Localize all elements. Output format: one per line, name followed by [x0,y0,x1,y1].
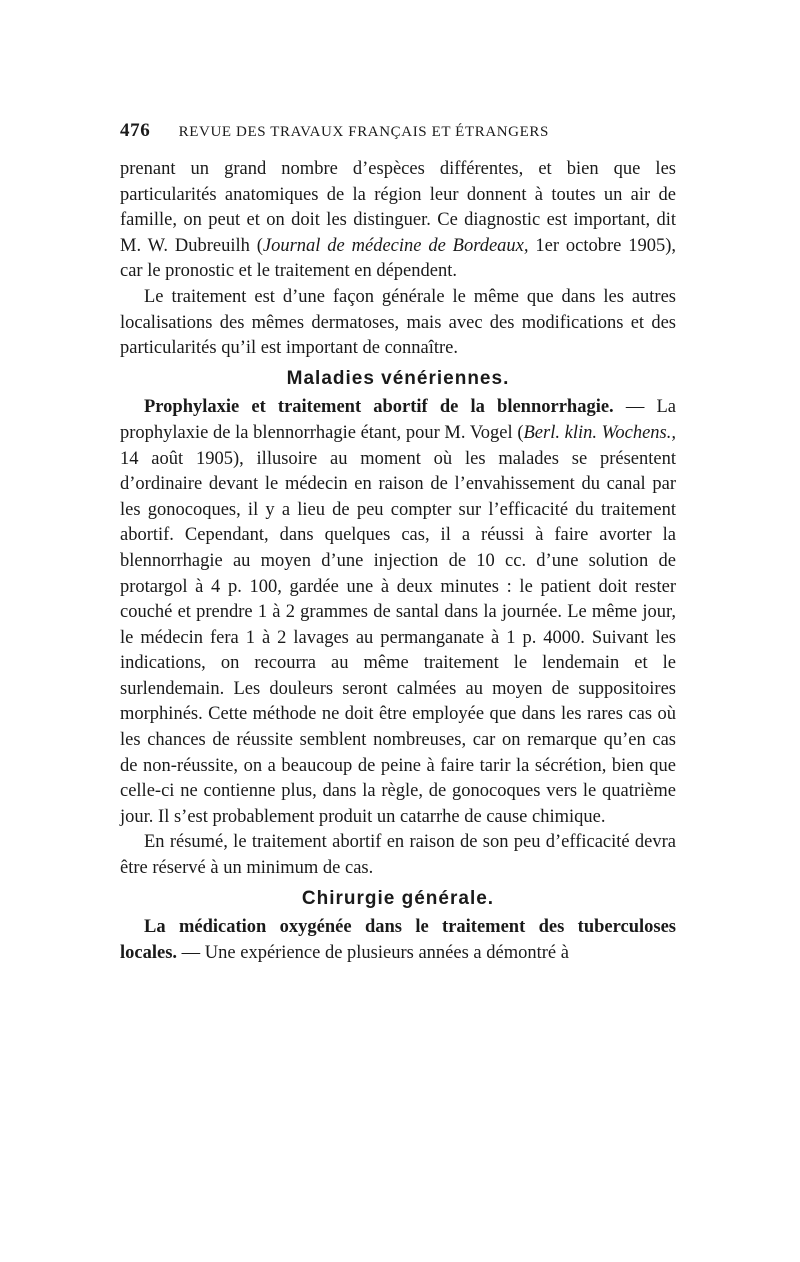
paragraph-text: 1er octobre 1905), car le pronostic et le traitement en dépendent. [120,235,676,282]
article-paragraph-medication-oxygenee [120,915,676,966]
paragraph-text: 14 août 1905), illusoire au moment où les malades se présentent d’ordinaire devant le médecin en raison de l’envahissement du canal par les gonocoques, il y a lieu de peu compter sur l’efficacité du traitement abortif. Cependant, dans quelques cas, il a réussi à faire avorter la blennorrhagie au moyen d’une injection de 10 cc. d’une solution de protargol à 4 p. 100, gardée une à deux minutes : le patient doit rester couché et prendre 1 à 2 grammes de santal dans la journée. Le même jour, le médecin fera 1 à 2 lavages au permanganate à 1 p. 4000. Suivant les indications, on recourra au même traitement le lendemain et le surlendemain. Les douleurs seront calmées au moyen de suppositoires morphinés. Cette méthode ne doit être employée que dans les rares cas où les chances de réussite semblent nombreuses, car on remarque qu’en cas de non-réussite, on a beaucoup de peine à faire tarir la sécrétion, bien que celle-ci ne contienne plus, dans la règle, de gonocoques vers le quatrième jour. Il s’est probablement produit un catarrhe de cause chimique. [120,448,676,827]
article-heading: Prophylaxie et traitement abortif de la blennorrhagie. [144,397,614,418]
section-heading-chirurgie-generale: Chirurgie générale. [301,887,495,909]
running-header [120,120,680,142]
paragraph-text: prenant un grand nombre d’espèces différentes, et bien que les particularités anatomiques de la région leur donnent à toutes un air de famille, on peut et on doit les distinguer. Ce diagnostic est important, dit M. W. Dubreuilh ( [120,159,676,256]
running-title: REVUE DES TRAVAUX FRANÇAIS ET ÉTRANGERS [178,124,549,140]
paragraph-text: — Une expérience de plusieurs années a démontré à [177,942,569,963]
paragraph-text: — La prophylaxie de la blennorrhagie étant, pour M. Vogel ( [120,397,676,443]
paragraph-summary: En résumé, le traitement abortif en raison de son peu d’efficacité devra être réservé à un minimum de cas. [120,832,676,879]
article-heading: La médication oxygénée dans le traitement des tuberculoses locales. [120,917,676,963]
journal-citation: Berl. klin. Wochens., [523,422,676,443]
journal-citation: Journal de médecine de Bordeaux, [262,235,529,256]
article-paragraph-blennorrhagie [120,395,676,830]
section-heading-maladies-veneriennes: Maladies vénériennes. [286,367,510,389]
page-number: 476 [120,120,151,141]
text-body [120,157,676,966]
paragraph: Le traitement est d’une façon générale le même que dans les autres localisations des mêmes dermatoses, mais avec des modifications et des particularités qu’il est important de connaître. [120,286,676,359]
paragraph-continuation [120,157,676,285]
